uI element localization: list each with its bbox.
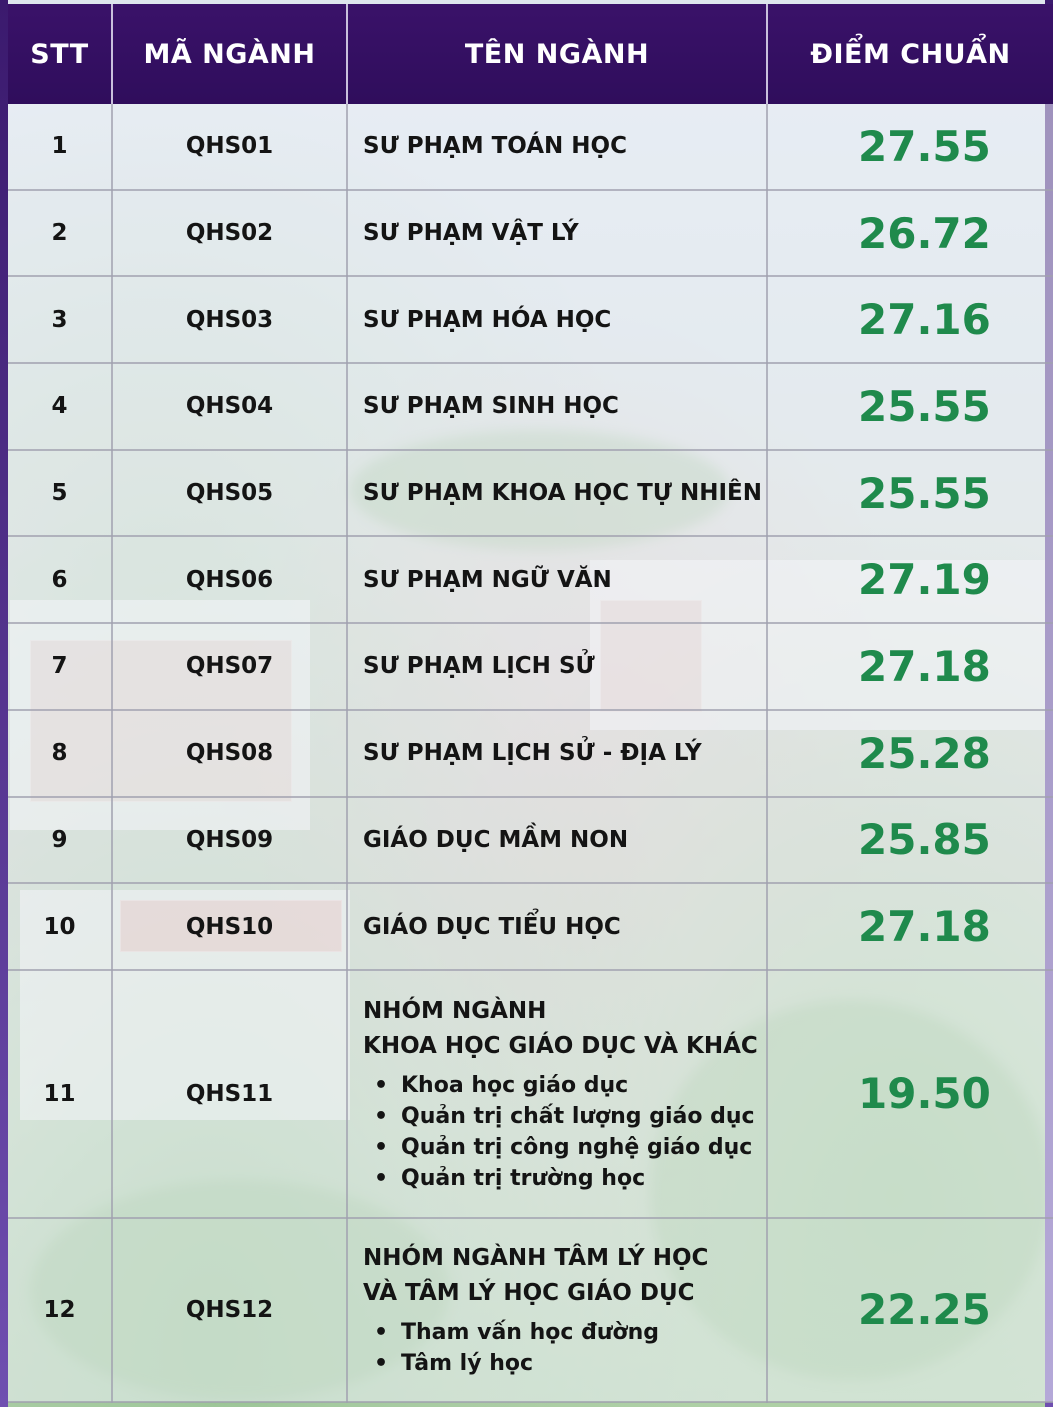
frame-left-border xyxy=(0,0,8,1407)
cell-stt: 5 xyxy=(8,450,112,537)
sub-major-item: • Tâm lý học xyxy=(401,1348,766,1379)
cell-score: 19.50 xyxy=(767,970,1053,1218)
group-title-line: NHÓM NGÀNH TÂM LÝ HỌC xyxy=(363,1244,709,1271)
table-row xyxy=(8,797,1053,884)
cell-code: QHS08 xyxy=(112,710,347,797)
cell-score: 25.55 xyxy=(767,363,1053,450)
cell-stt: 11 xyxy=(8,970,112,1218)
cell-name-group xyxy=(347,1218,767,1402)
cell-stt: 1 xyxy=(8,104,112,190)
table-row xyxy=(8,883,1053,970)
sub-major-list xyxy=(363,1317,766,1379)
sub-major-item: • Khoa học giáo dục xyxy=(401,1070,766,1101)
cell-name-group xyxy=(347,970,767,1218)
cell-name: SƯ PHẠM LỊCH SỬ xyxy=(347,623,767,710)
sub-major-item: • Quản trị trường học xyxy=(401,1163,766,1194)
cell-score: 27.18 xyxy=(767,883,1053,970)
cell-stt: 4 xyxy=(8,363,112,450)
table-row xyxy=(8,276,1053,363)
cell-score: 25.28 xyxy=(767,710,1053,797)
header-code: MÃ NGÀNH xyxy=(112,4,347,104)
cell-stt: 2 xyxy=(8,190,112,277)
cell-score: 22.25 xyxy=(767,1218,1053,1402)
cell-name: GIÁO DỤC MẦM NON xyxy=(347,797,767,884)
table-row xyxy=(8,363,1053,450)
sub-major-item: • Quản trị công nghệ giáo dục xyxy=(401,1132,766,1163)
cell-name: SƯ PHẠM HÓA HỌC xyxy=(347,276,767,363)
table-row xyxy=(8,970,1053,1218)
cell-code: QHS09 xyxy=(112,797,347,884)
cell-code: QHS04 xyxy=(112,363,347,450)
table-row xyxy=(8,710,1053,797)
table-body xyxy=(8,104,1053,1402)
cell-stt: 9 xyxy=(8,797,112,884)
cell-stt: 8 xyxy=(8,710,112,797)
table-header xyxy=(8,4,1053,104)
table-row xyxy=(8,450,1053,537)
cell-code: QHS06 xyxy=(112,536,347,623)
cell-name: SƯ PHẠM LỊCH SỬ - ĐỊA LÝ xyxy=(347,710,767,797)
cell-code: QHS07 xyxy=(112,623,347,710)
cell-name: SƯ PHẠM SINH HỌC xyxy=(347,363,767,450)
sub-major-item: • Quản trị chất lượng giáo dục xyxy=(401,1101,766,1132)
admission-score-table xyxy=(8,4,1053,1403)
cell-score: 27.18 xyxy=(767,623,1053,710)
table-row xyxy=(8,536,1053,623)
cell-score: 27.55 xyxy=(767,104,1053,190)
table-row xyxy=(8,1218,1053,1402)
table-row xyxy=(8,104,1053,190)
cell-score: 25.55 xyxy=(767,450,1053,537)
cell-name: SƯ PHẠM NGỮ VĂN xyxy=(347,536,767,623)
cell-score: 26.72 xyxy=(767,190,1053,277)
table-row xyxy=(8,190,1053,277)
cell-stt: 7 xyxy=(8,623,112,710)
cell-code: QHS12 xyxy=(112,1218,347,1402)
group-title-line: NHÓM NGÀNH xyxy=(363,997,547,1024)
cell-score: 27.16 xyxy=(767,276,1053,363)
cell-score: 27.19 xyxy=(767,536,1053,623)
cell-name: GIÁO DỤC TIỂU HỌC xyxy=(347,883,767,970)
sub-major-item: • Tham vấn học đường xyxy=(401,1317,766,1348)
group-title-line: KHOA HỌC GIÁO DỤC VÀ KHÁC xyxy=(363,1032,758,1059)
cell-name: SƯ PHẠM VẬT LÝ xyxy=(347,190,767,277)
cell-code: QHS03 xyxy=(112,276,347,363)
cell-code: QHS01 xyxy=(112,104,347,190)
table-row xyxy=(8,623,1053,710)
header-row xyxy=(8,4,1053,104)
header-name: TÊN NGÀNH xyxy=(347,4,767,104)
cell-code: QHS10 xyxy=(112,883,347,970)
cell-score: 25.85 xyxy=(767,797,1053,884)
cell-name: SƯ PHẠM KHOA HỌC TỰ NHIÊN xyxy=(347,450,767,537)
cell-name: SƯ PHẠM TOÁN HỌC xyxy=(347,104,767,190)
cell-code: QHS05 xyxy=(112,450,347,537)
header-score: ĐIỂM CHUẨN xyxy=(767,4,1053,104)
group-title-line: VÀ TÂM LÝ HỌC GIÁO DỤC xyxy=(363,1279,695,1306)
cell-stt: 3 xyxy=(8,276,112,363)
cell-stt: 12 xyxy=(8,1218,112,1402)
sub-major-list xyxy=(363,1070,766,1194)
header-stt: STT xyxy=(8,4,112,104)
cell-code: QHS11 xyxy=(112,970,347,1218)
cell-stt: 10 xyxy=(8,883,112,970)
cell-stt: 6 xyxy=(8,536,112,623)
cell-code: QHS02 xyxy=(112,190,347,277)
